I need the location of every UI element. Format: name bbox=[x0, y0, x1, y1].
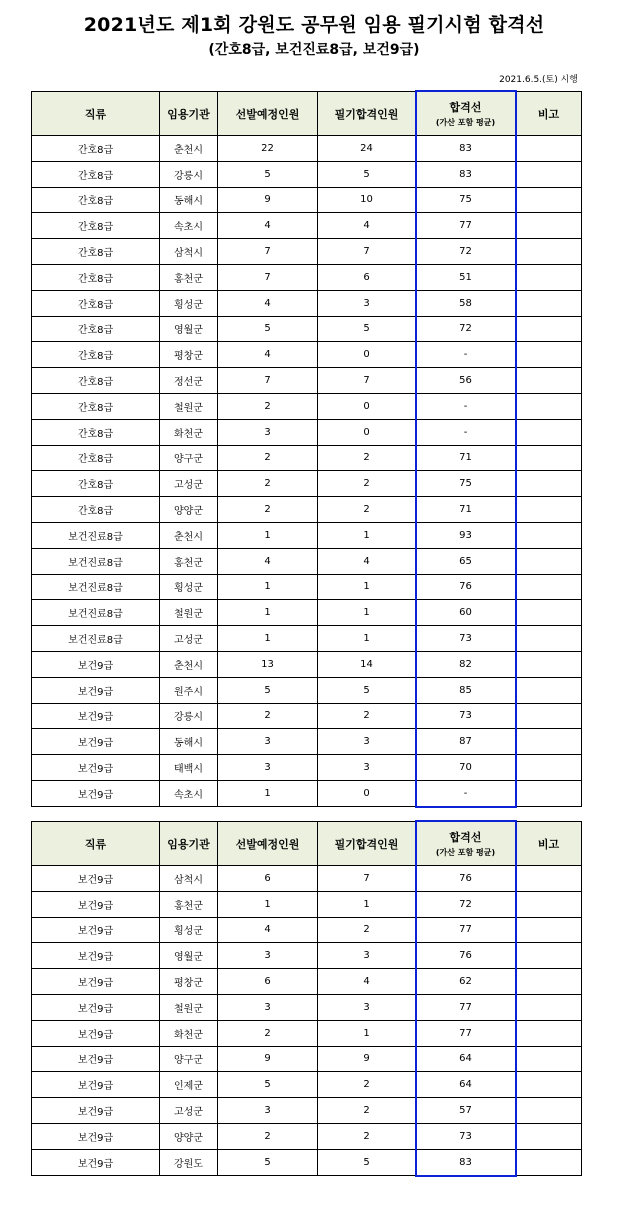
cell-remarks bbox=[516, 755, 582, 781]
cell-cutoff: 72 bbox=[416, 316, 516, 342]
page-subtitle: (간호8급, 보건진료8급, 보건9급) bbox=[208, 42, 420, 58]
cell-planned: 6 bbox=[218, 969, 318, 995]
cell-agency: 속초시 bbox=[160, 213, 218, 239]
table-row bbox=[32, 866, 582, 892]
header-remarks: 비고 bbox=[516, 822, 582, 866]
cell-remarks bbox=[516, 393, 582, 419]
cell-planned: 5 bbox=[218, 1072, 318, 1098]
table-row bbox=[32, 755, 582, 781]
cell-agency: 강릉시 bbox=[160, 161, 218, 187]
table-row bbox=[32, 161, 582, 187]
cell-job: 보건9급 bbox=[32, 943, 160, 969]
cell-passed: 4 bbox=[318, 548, 416, 574]
cell-cutoff: 77 bbox=[416, 994, 516, 1020]
cell-passed: 14 bbox=[318, 651, 416, 677]
cell-cutoff: 85 bbox=[416, 677, 516, 703]
cell-agency: 영월군 bbox=[160, 943, 218, 969]
cell-passed: 0 bbox=[318, 419, 416, 445]
cell-cutoff: 77 bbox=[416, 1020, 516, 1046]
cell-remarks bbox=[516, 239, 582, 265]
cell-cutoff: 51 bbox=[416, 264, 516, 290]
cell-agency: 홍천군 bbox=[160, 548, 218, 574]
cell-planned: 22 bbox=[218, 136, 318, 162]
cell-job: 간호8급 bbox=[32, 290, 160, 316]
cell-agency: 동해시 bbox=[160, 729, 218, 755]
cell-job: 간호8급 bbox=[32, 419, 160, 445]
cell-job: 보건진료8급 bbox=[32, 574, 160, 600]
cell-remarks bbox=[516, 419, 582, 445]
cell-cutoff: 82 bbox=[416, 651, 516, 677]
cell-agency: 영월군 bbox=[160, 316, 218, 342]
table-row bbox=[32, 316, 582, 342]
cell-remarks bbox=[516, 651, 582, 677]
cell-job: 보건9급 bbox=[32, 1123, 160, 1149]
cell-agency: 양양군 bbox=[160, 1123, 218, 1149]
cell-passed: 2 bbox=[318, 445, 416, 471]
table-row bbox=[32, 290, 582, 316]
cell-job: 보건9급 bbox=[32, 729, 160, 755]
cell-agency: 인제군 bbox=[160, 1072, 218, 1098]
cell-job: 보건9급 bbox=[32, 994, 160, 1020]
cell-agency: 동해시 bbox=[160, 187, 218, 213]
cell-remarks bbox=[516, 136, 582, 162]
cell-planned: 4 bbox=[218, 213, 318, 239]
cell-agency: 태백시 bbox=[160, 755, 218, 781]
cell-job: 간호8급 bbox=[32, 471, 160, 497]
cell-remarks bbox=[516, 574, 582, 600]
cell-planned: 2 bbox=[218, 1020, 318, 1046]
table-row bbox=[32, 136, 582, 162]
cell-planned: 2 bbox=[218, 703, 318, 729]
page-title: 2021년도 제1회 강원도 공무원 임용 필기시험 합격선 bbox=[83, 14, 545, 36]
table-row bbox=[32, 600, 582, 626]
header-job: 직류 bbox=[32, 822, 160, 866]
cell-remarks bbox=[516, 1098, 582, 1124]
cell-agency: 평창군 bbox=[160, 342, 218, 368]
cell-remarks bbox=[516, 677, 582, 703]
cell-planned: 7 bbox=[218, 239, 318, 265]
cell-remarks bbox=[516, 290, 582, 316]
cell-passed: 5 bbox=[318, 316, 416, 342]
cell-cutoff: 72 bbox=[416, 239, 516, 265]
cell-planned: 4 bbox=[218, 342, 318, 368]
table-row bbox=[32, 445, 582, 471]
cell-agency: 화천군 bbox=[160, 419, 218, 445]
cell-job: 보건9급 bbox=[32, 891, 160, 917]
cell-passed: 2 bbox=[318, 1123, 416, 1149]
table-header-row bbox=[32, 822, 582, 866]
cell-job: 보건진료8급 bbox=[32, 626, 160, 652]
cell-agency: 고성군 bbox=[160, 471, 218, 497]
table-row bbox=[32, 1046, 582, 1072]
table-row bbox=[32, 1149, 582, 1175]
cell-cutoff: 58 bbox=[416, 290, 516, 316]
cell-planned: 3 bbox=[218, 729, 318, 755]
cell-remarks bbox=[516, 445, 582, 471]
cell-cutoff: 65 bbox=[416, 548, 516, 574]
cell-cutoff: - bbox=[416, 780, 516, 806]
table-row bbox=[32, 548, 582, 574]
cell-cutoff: 75 bbox=[416, 471, 516, 497]
cell-job: 간호8급 bbox=[32, 161, 160, 187]
cell-agency: 속초시 bbox=[160, 780, 218, 806]
cell-passed: 1 bbox=[318, 626, 416, 652]
cell-agency: 양구군 bbox=[160, 1046, 218, 1072]
table-row bbox=[32, 393, 582, 419]
cell-remarks bbox=[516, 471, 582, 497]
cell-remarks bbox=[516, 1046, 582, 1072]
cell-passed: 2 bbox=[318, 497, 416, 523]
cell-remarks bbox=[516, 316, 582, 342]
cell-job: 보건9급 bbox=[32, 917, 160, 943]
cell-passed: 1 bbox=[318, 1020, 416, 1046]
cell-agency: 홍천군 bbox=[160, 264, 218, 290]
cell-job: 간호8급 bbox=[32, 393, 160, 419]
cell-cutoff: 71 bbox=[416, 445, 516, 471]
cell-passed: 7 bbox=[318, 368, 416, 394]
cell-agency: 고성군 bbox=[160, 626, 218, 652]
table-row bbox=[32, 213, 582, 239]
cell-cutoff: 73 bbox=[416, 626, 516, 652]
cell-remarks bbox=[516, 626, 582, 652]
cell-agency: 평창군 bbox=[160, 969, 218, 995]
cell-passed: 5 bbox=[318, 161, 416, 187]
cell-passed: 9 bbox=[318, 1046, 416, 1072]
cell-agency: 철원군 bbox=[160, 994, 218, 1020]
cell-agency: 횡성군 bbox=[160, 290, 218, 316]
cell-cutoff: 76 bbox=[416, 574, 516, 600]
cell-agency: 춘천시 bbox=[160, 522, 218, 548]
cell-remarks bbox=[516, 497, 582, 523]
cell-job: 보건9급 bbox=[32, 677, 160, 703]
table-row bbox=[32, 917, 582, 943]
cell-cutoff: 57 bbox=[416, 1098, 516, 1124]
cell-job: 보건진료8급 bbox=[32, 548, 160, 574]
cell-planned: 4 bbox=[218, 548, 318, 574]
cell-planned: 3 bbox=[218, 994, 318, 1020]
cell-planned: 4 bbox=[218, 290, 318, 316]
header-agency: 임용기관 bbox=[160, 92, 218, 136]
table-row bbox=[32, 1098, 582, 1124]
table-row bbox=[32, 891, 582, 917]
cell-passed: 7 bbox=[318, 866, 416, 892]
cell-agency: 홍천군 bbox=[160, 891, 218, 917]
exam-date: 2021.6.5.(토) 시행 bbox=[499, 75, 578, 85]
table-row bbox=[32, 780, 582, 806]
cell-cutoff: - bbox=[416, 393, 516, 419]
cell-job: 간호8급 bbox=[32, 316, 160, 342]
cell-agency: 강원도 bbox=[160, 1149, 218, 1175]
cell-passed: 0 bbox=[318, 780, 416, 806]
cell-cutoff: 73 bbox=[416, 1123, 516, 1149]
header-cutoff-note: (가산 포함 평균) bbox=[435, 848, 496, 857]
cell-job: 보건9급 bbox=[32, 651, 160, 677]
table-row bbox=[32, 1123, 582, 1149]
cell-remarks bbox=[516, 1020, 582, 1046]
cell-job: 간호8급 bbox=[32, 136, 160, 162]
cell-passed: 1 bbox=[318, 600, 416, 626]
cell-agency: 양구군 bbox=[160, 445, 218, 471]
cell-remarks bbox=[516, 917, 582, 943]
cell-planned: 1 bbox=[218, 626, 318, 652]
cell-passed: 3 bbox=[318, 943, 416, 969]
table-row bbox=[32, 651, 582, 677]
cell-passed: 2 bbox=[318, 1098, 416, 1124]
cell-remarks bbox=[516, 368, 582, 394]
cell-planned: 4 bbox=[218, 917, 318, 943]
cell-job: 보건9급 bbox=[32, 969, 160, 995]
table-row bbox=[32, 1020, 582, 1046]
cell-passed: 7 bbox=[318, 239, 416, 265]
cell-cutoff: 77 bbox=[416, 213, 516, 239]
cell-planned: 6 bbox=[218, 866, 318, 892]
cell-passed: 5 bbox=[318, 1149, 416, 1175]
cell-cutoff: 93 bbox=[416, 522, 516, 548]
table-row bbox=[32, 368, 582, 394]
cell-cutoff: 83 bbox=[416, 1149, 516, 1175]
cell-planned: 2 bbox=[218, 445, 318, 471]
cell-remarks bbox=[516, 729, 582, 755]
cell-job: 보건9급 bbox=[32, 1149, 160, 1175]
table-row bbox=[32, 677, 582, 703]
header-cutoff-label: 합격선 bbox=[449, 101, 482, 114]
table-row bbox=[32, 239, 582, 265]
cell-planned: 7 bbox=[218, 368, 318, 394]
cell-planned: 1 bbox=[218, 574, 318, 600]
cell-job: 보건9급 bbox=[32, 703, 160, 729]
cell-remarks bbox=[516, 342, 582, 368]
cell-agency: 삼척시 bbox=[160, 866, 218, 892]
cell-remarks bbox=[516, 161, 582, 187]
cell-passed: 4 bbox=[318, 969, 416, 995]
cell-planned: 3 bbox=[218, 943, 318, 969]
cell-remarks bbox=[516, 1123, 582, 1149]
cell-agency: 철원군 bbox=[160, 393, 218, 419]
cell-cutoff: 64 bbox=[416, 1072, 516, 1098]
cell-planned: 1 bbox=[218, 522, 318, 548]
cell-job: 보건9급 bbox=[32, 1072, 160, 1098]
results-table-2 bbox=[31, 821, 581, 1176]
cell-passed: 2 bbox=[318, 703, 416, 729]
cell-passed: 4 bbox=[318, 213, 416, 239]
table-row bbox=[32, 522, 582, 548]
cell-planned: 2 bbox=[218, 393, 318, 419]
cell-planned: 13 bbox=[218, 651, 318, 677]
table-row bbox=[32, 994, 582, 1020]
cell-cutoff: - bbox=[416, 342, 516, 368]
table-row bbox=[32, 729, 582, 755]
cell-job: 보건진료8급 bbox=[32, 522, 160, 548]
cell-cutoff: 71 bbox=[416, 497, 516, 523]
cell-planned: 1 bbox=[218, 600, 318, 626]
cell-planned: 1 bbox=[218, 780, 318, 806]
cell-cutoff: 60 bbox=[416, 600, 516, 626]
cell-agency: 강릉시 bbox=[160, 703, 218, 729]
cell-job: 간호8급 bbox=[32, 445, 160, 471]
cell-cutoff: 64 bbox=[416, 1046, 516, 1072]
cell-agency: 춘천시 bbox=[160, 651, 218, 677]
cell-passed: 3 bbox=[318, 755, 416, 781]
cell-planned: 5 bbox=[218, 316, 318, 342]
table-row bbox=[32, 969, 582, 995]
table-row bbox=[32, 471, 582, 497]
header-cutoff bbox=[416, 822, 516, 866]
cell-job: 보건9급 bbox=[32, 1098, 160, 1124]
cell-passed: 2 bbox=[318, 1072, 416, 1098]
cell-planned: 2 bbox=[218, 1123, 318, 1149]
cell-agency: 원주시 bbox=[160, 677, 218, 703]
cell-agency: 삼척시 bbox=[160, 239, 218, 265]
table-row bbox=[32, 187, 582, 213]
table-row bbox=[32, 1072, 582, 1098]
cell-cutoff: 77 bbox=[416, 917, 516, 943]
cell-passed: 24 bbox=[318, 136, 416, 162]
cell-planned: 7 bbox=[218, 264, 318, 290]
cell-cutoff: 87 bbox=[416, 729, 516, 755]
cell-passed: 10 bbox=[318, 187, 416, 213]
cell-passed: 2 bbox=[318, 917, 416, 943]
cell-passed: 0 bbox=[318, 393, 416, 419]
table-row bbox=[32, 626, 582, 652]
cell-remarks bbox=[516, 703, 582, 729]
header-cutoff bbox=[416, 92, 516, 136]
cell-cutoff: 56 bbox=[416, 368, 516, 394]
cell-cutoff: 83 bbox=[416, 161, 516, 187]
table-row bbox=[32, 419, 582, 445]
cell-planned: 9 bbox=[218, 1046, 318, 1072]
cell-remarks bbox=[516, 891, 582, 917]
cell-agency: 횡성군 bbox=[160, 917, 218, 943]
cell-planned: 5 bbox=[218, 677, 318, 703]
header-planned: 선발예정인원 bbox=[218, 92, 318, 136]
cell-job: 보건9급 bbox=[32, 1046, 160, 1072]
table-row bbox=[32, 574, 582, 600]
cell-passed: 0 bbox=[318, 342, 416, 368]
header-passed: 필기합격인원 bbox=[318, 92, 416, 136]
cell-cutoff: - bbox=[416, 419, 516, 445]
cell-passed: 1 bbox=[318, 891, 416, 917]
cell-agency: 횡성군 bbox=[160, 574, 218, 600]
cell-passed: 3 bbox=[318, 994, 416, 1020]
header-job: 직류 bbox=[32, 92, 160, 136]
header-planned: 선발예정인원 bbox=[218, 822, 318, 866]
table-row bbox=[32, 342, 582, 368]
cell-remarks bbox=[516, 994, 582, 1020]
cell-job: 보건9급 bbox=[32, 866, 160, 892]
cell-agency: 고성군 bbox=[160, 1098, 218, 1124]
cell-passed: 2 bbox=[318, 471, 416, 497]
header-cutoff-note: (가산 포함 평균) bbox=[435, 118, 496, 127]
header-agency: 임용기관 bbox=[160, 822, 218, 866]
cell-job: 간호8급 bbox=[32, 342, 160, 368]
results-table-1 bbox=[31, 91, 581, 807]
cell-planned: 5 bbox=[218, 161, 318, 187]
cell-job: 간호8급 bbox=[32, 368, 160, 394]
cell-agency: 양양군 bbox=[160, 497, 218, 523]
cell-planned: 3 bbox=[218, 419, 318, 445]
cell-planned: 2 bbox=[218, 471, 318, 497]
cell-remarks bbox=[516, 187, 582, 213]
cell-remarks bbox=[516, 866, 582, 892]
cell-job: 보건진료8급 bbox=[32, 600, 160, 626]
table-row bbox=[32, 943, 582, 969]
cell-job: 간호8급 bbox=[32, 187, 160, 213]
cell-job: 간호8급 bbox=[32, 497, 160, 523]
cell-agency: 정선군 bbox=[160, 368, 218, 394]
header-cutoff-label: 합격선 bbox=[449, 831, 482, 844]
cell-planned: 1 bbox=[218, 891, 318, 917]
cell-cutoff: 76 bbox=[416, 866, 516, 892]
cell-planned: 3 bbox=[218, 755, 318, 781]
cell-cutoff: 75 bbox=[416, 187, 516, 213]
table-row bbox=[32, 703, 582, 729]
cell-cutoff: 73 bbox=[416, 703, 516, 729]
cell-passed: 1 bbox=[318, 574, 416, 600]
cell-passed: 3 bbox=[318, 290, 416, 316]
cell-remarks bbox=[516, 548, 582, 574]
table-row bbox=[32, 497, 582, 523]
cell-agency: 철원군 bbox=[160, 600, 218, 626]
cell-cutoff: 76 bbox=[416, 943, 516, 969]
cell-remarks bbox=[516, 600, 582, 626]
cell-passed: 1 bbox=[318, 522, 416, 548]
cell-passed: 5 bbox=[318, 677, 416, 703]
table-row bbox=[32, 264, 582, 290]
cell-passed: 6 bbox=[318, 264, 416, 290]
cell-passed: 3 bbox=[318, 729, 416, 755]
cell-cutoff: 70 bbox=[416, 755, 516, 781]
cell-planned: 9 bbox=[218, 187, 318, 213]
cell-agency: 춘천시 bbox=[160, 136, 218, 162]
cell-job: 보건9급 bbox=[32, 780, 160, 806]
cell-planned: 3 bbox=[218, 1098, 318, 1124]
cell-job: 보건9급 bbox=[32, 755, 160, 781]
cell-cutoff: 83 bbox=[416, 136, 516, 162]
cell-remarks bbox=[516, 522, 582, 548]
cell-cutoff: 72 bbox=[416, 891, 516, 917]
header-passed: 필기합격인원 bbox=[318, 822, 416, 866]
cell-remarks bbox=[516, 1149, 582, 1175]
cell-remarks bbox=[516, 213, 582, 239]
cell-remarks bbox=[516, 1072, 582, 1098]
cell-agency: 화천군 bbox=[160, 1020, 218, 1046]
cell-job: 간호8급 bbox=[32, 264, 160, 290]
cell-remarks bbox=[516, 264, 582, 290]
cell-planned: 5 bbox=[218, 1149, 318, 1175]
cell-job: 보건9급 bbox=[32, 1020, 160, 1046]
cell-remarks bbox=[516, 780, 582, 806]
cell-remarks bbox=[516, 969, 582, 995]
cell-planned: 2 bbox=[218, 497, 318, 523]
cell-remarks bbox=[516, 943, 582, 969]
cell-job: 간호8급 bbox=[32, 239, 160, 265]
header-remarks: 비고 bbox=[516, 92, 582, 136]
cell-job: 간호8급 bbox=[32, 213, 160, 239]
table-header-row bbox=[32, 92, 582, 136]
cell-cutoff: 62 bbox=[416, 969, 516, 995]
